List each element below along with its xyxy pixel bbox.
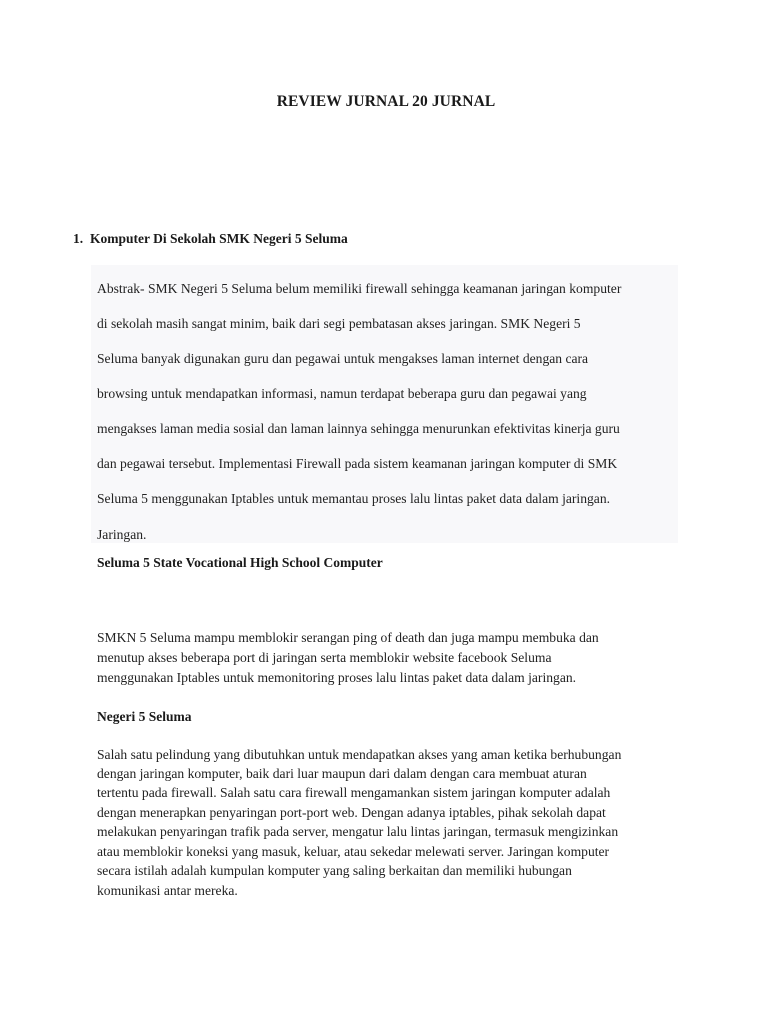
- paragraph-line: SMKN 5 Seluma mampu memblokir serangan ping of death dan juga mampu membuka dan: [97, 630, 599, 645]
- paragraph-line: komunikasi antar mereka.: [97, 883, 238, 898]
- section-heading: [73, 231, 348, 247]
- paragraph-line: dengan jaringan komputer, baik dari luar maupun dari dalam dengan cara membuat aturan: [97, 766, 587, 781]
- abstract-line: di sekolah masih sangat minim, baik dari segi pembatasan akses jaringan. SMK Negeri 5: [97, 316, 581, 331]
- section-heading-text: Komputer Di Sekolah SMK Negeri 5 Seluma: [90, 231, 348, 246]
- paragraph-line: atau memblokir koneksi yang masuk, keluar, atau sekedar melewati server. Jaringan komputer: [97, 844, 610, 859]
- abstract-line: browsing untuk mendapatkan informasi, namun terdapat beberapa guru dan pegawai yang: [97, 386, 587, 401]
- section-number: 1.: [73, 231, 84, 246]
- document-title: REVIEW JURNAL 20 JURNAL: [276, 93, 496, 110]
- paragraph-line: dengan menerapkan penyaringan port-port web. Dengan adanya iptables, pihak sekolah dapat: [97, 805, 606, 820]
- abstract-line: Abstrak- SMK Negeri 5 Seluma belum memiliki firewall sehingga keamanan jaringan komputer: [97, 281, 622, 296]
- abstract-line: Seluma 5 menggunakan Iptables untuk memantau proses lalu lintas paket data dalam jaringan.: [97, 491, 611, 506]
- abstract-line: Jaringan.: [97, 527, 147, 542]
- abstract-line: dan pegawai tersebut. Implementasi Firewall pada sistem keamanan jaringan komputer di SMK: [97, 456, 618, 471]
- paragraph-line: menggunakan Iptables untuk memonitoring proses lalu lintas paket data dalam jaringan.: [97, 670, 577, 685]
- abstract-line: Seluma banyak digunakan guru dan pegawai untuk mengakses laman internet dengan cara: [97, 351, 589, 366]
- paragraph-line: menutup akses beberapa port di jaringan serta memblokir website facebook Seluma: [97, 650, 552, 665]
- subheading-negeri: Negeri 5 Seluma: [97, 709, 192, 724]
- abstract-line: mengakses laman media sosial dan laman lainnya sehingga menurunkan efektivitas kinerja guru: [97, 421, 620, 436]
- paragraph-line: Salah satu pelindung yang dibutuhkan untuk mendapatkan akses yang aman ketika berhubungan: [97, 747, 622, 762]
- paragraph-line: melakukan penyaringan trafik pada server, mengatur lalu lintas jaringan, termasuk mengizinkan: [97, 824, 619, 839]
- subheading-english-title: Seluma 5 State Vocational High School Computer: [97, 555, 383, 570]
- paragraph-line: tertentu pada firewall. Salah satu cara firewall mengamankan sistem jaringan komputer adalah: [97, 785, 611, 800]
- paragraph-line: secara istilah adalah kumpulan komputer yang saling berkaitan dan memiliki hubungan: [97, 863, 572, 878]
